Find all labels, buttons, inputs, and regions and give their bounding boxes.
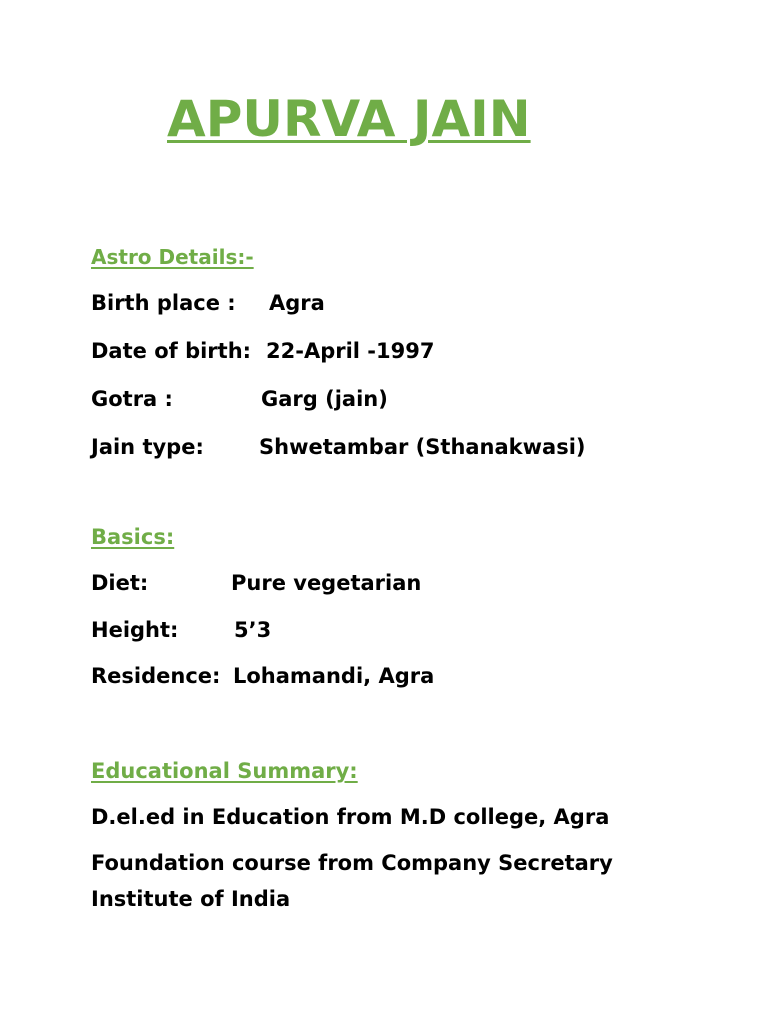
- astro-details-heading: Astro Details:-: [91, 245, 254, 269]
- gotra-label: Gotra :: [91, 387, 173, 411]
- residence-value: Lohamandi, Agra: [233, 664, 435, 688]
- date-of-birth-value: 22-April -1997: [266, 339, 435, 363]
- basics-heading: Basics:: [91, 525, 175, 549]
- residence-label: Residence:: [91, 664, 221, 688]
- jain-type-label: Jain type:: [91, 435, 204, 459]
- education-line: Foundation course from Company Secretary: [91, 851, 613, 875]
- education-line: Institute of India: [91, 887, 291, 911]
- diet-value: Pure vegetarian: [231, 571, 422, 595]
- birth-place-label: Birth place :: [91, 291, 236, 315]
- diet-label: Diet:: [91, 571, 149, 595]
- birth-place-value: Agra: [269, 291, 325, 315]
- gotra-value: Garg (jain): [261, 387, 388, 411]
- height-label: Height:: [91, 618, 179, 642]
- education-heading: Educational Summary:: [91, 759, 358, 783]
- education-line: D.el.ed in Education from M.D college, Agra: [91, 805, 610, 829]
- page-title: APURVA JAIN: [167, 90, 531, 148]
- date-of-birth-label: Date of birth:: [91, 339, 252, 363]
- jain-type-value: Shwetambar (Sthanakwasi): [259, 435, 586, 459]
- height-value: 5’3: [234, 618, 272, 642]
